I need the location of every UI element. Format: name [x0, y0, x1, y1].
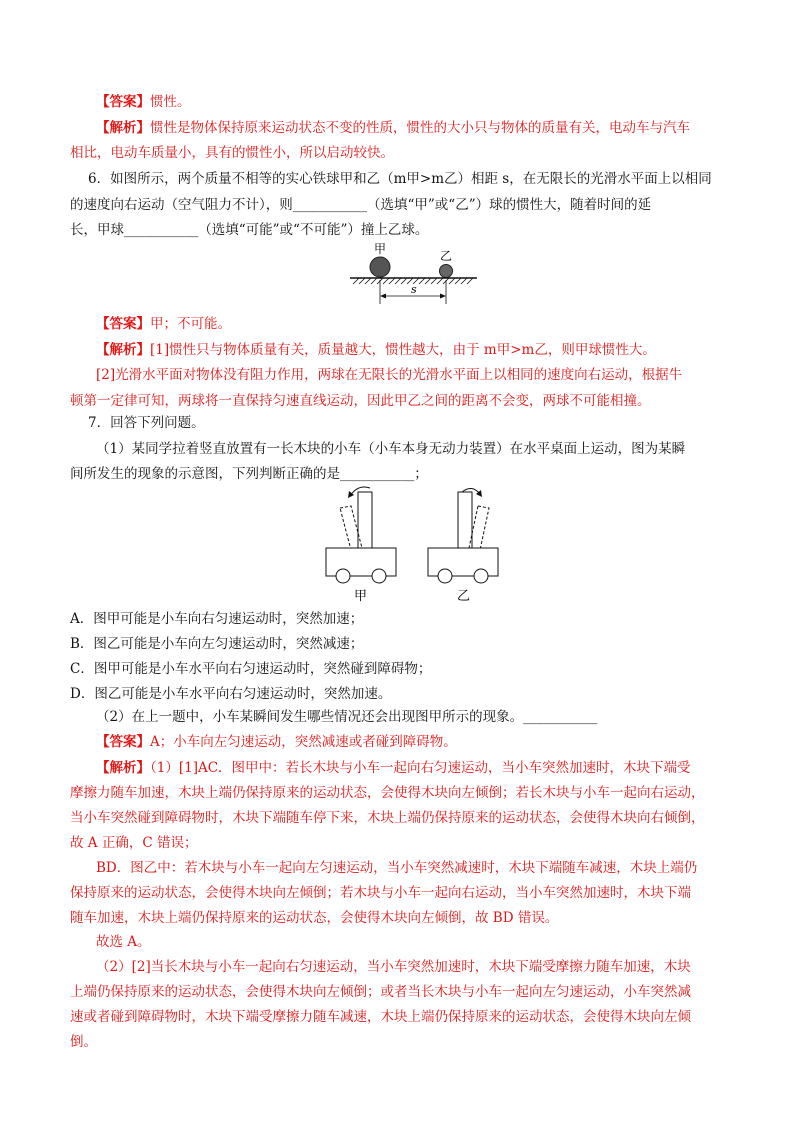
- q7-analysis-7: 随车加速，木块上端仍保持原来的运动状态，会使得木块向左倾倒，故 BD 错误。: [70, 910, 559, 926]
- q7-analysis-6: 保持原来的运动状态，会使得木块向左倾倒；若木块与小车一起向右运动，当小车突然加速时，木块下端: [70, 885, 691, 901]
- option-c: C．图甲可能是小车水平向右匀速运动时，突然碰到障碍物；: [70, 661, 432, 677]
- label-a: 甲: [374, 242, 387, 256]
- cart-b: [428, 488, 498, 604]
- answer-text: 甲；不可能。: [150, 316, 231, 332]
- q6-analysis-3: 顿第一定律可知，两球将一直保持匀速直线运动，因此甲乙之间的距离不会变，两球不可能相撞。: [70, 393, 651, 409]
- analysis-text: （1）[1]AC．图甲中：若长木块与小车一起向右匀速运动，当小车突然加速时，木块下端受: [150, 760, 691, 776]
- q5-analysis-2: 相比，电动车质量小，具有的惯性小，所以启动较快。: [70, 145, 394, 161]
- q7-analysis-5: BD．图乙中：若木块与小车一起向左匀速运动，当小车突然减速时，木块下端随车减速，木块上端仍: [96, 860, 698, 876]
- answer-text: 惯性。: [150, 94, 191, 110]
- q7-analysis-4: 故 A 正确，C 错误；: [70, 835, 198, 851]
- q7-carts-figure: [318, 474, 518, 606]
- q6-analysis-2: [2]光滑水平面对物体没有阻力作用，两球在无限长的光滑水平面上以相同的速度向右运动，根据牛: [96, 367, 683, 383]
- answer-tag: 【答案】: [96, 94, 150, 110]
- q7-sub1-2: 间所发生的现象的示意图，下列判断正确的是___________；: [70, 466, 428, 482]
- q7-sub2: （2）在上一题中，小车某瞬间发生哪些情况还会出现图甲所示的现象。___________: [96, 709, 598, 725]
- analysis-tag: 【解析】: [96, 342, 150, 358]
- q7-sub1-1: （1）某同学拉着竖直放置有一长木块的小车（小车本身无动力装置）在水平桌面上运动，图为某瞬: [96, 441, 686, 457]
- analysis-text: [1]惯性只与物体质量有关，质量越大，惯性越大，由于 m甲>m乙，则甲球惯性大。: [150, 342, 656, 358]
- q7-analysis-1: [96, 758, 756, 778]
- q7-analysis-12: 倒。: [70, 1034, 97, 1050]
- option-a: A．图甲可能是小车向右匀速运动时，突然加速；: [70, 611, 364, 627]
- ball-a: [370, 257, 390, 277]
- q7-analysis-2: 摩擦力随车加速，木块上端仍保持原来的运动状态，会使得木块向左倾倒；若长木块与小车一起向右运动，: [70, 785, 705, 801]
- q6-answer: [96, 314, 756, 334]
- q6-stem-3: 长，甲球___________（选填“可能”或“不可能”）撞上乙球。: [70, 222, 429, 238]
- analysis-text: 惯性是物体保持原来运动状态不变的性质，惯性的大小只与物体的质量有关，电动车与汽车: [150, 120, 690, 136]
- q7-analysis-3: 当小车突然碰到障碍物时，木块下端随车停下来，木块上端仍保持原来的运动状态，会使得木块向右倾倒，: [70, 810, 705, 826]
- q7-analysis-10: 上端仍保持原来的运动状态，会使得木块向左倾倒；或者当长木块与小车一起向左匀速运动，小车突然减: [70, 984, 691, 1000]
- q7-analysis-11: 速或者碰到障碍物时，木块下端受摩擦力随车减速，木块上端仍保持原来的运动状态，会使得木块向左倾: [70, 1009, 691, 1025]
- analysis-tag: 【解析】: [96, 120, 150, 136]
- q6-stem-1: 6．如图所示，两个质量不相等的实心铁球甲和乙（m甲>m乙）相距 s，在无限长的光滑水平面上以相同: [88, 171, 712, 187]
- q5-analysis-1: [96, 118, 756, 138]
- q5-answer: [96, 92, 756, 112]
- label-b: 乙: [457, 589, 471, 604]
- label-a: 甲: [354, 589, 368, 604]
- answer-text: A；小车向左匀速运动，突然减速或者碰到障碍物。: [150, 734, 457, 750]
- answer-tag: 【答案】: [96, 316, 150, 332]
- q6-stem-2: 的速度向右运动（空气阻力不计），则___________（选填“甲”或“乙”）球的惯性大，随着时间的延: [70, 197, 652, 213]
- q7-analysis-8: 故选 A。: [96, 934, 151, 950]
- answer-tag: 【答案】: [96, 734, 150, 750]
- q7-analysis-9: （2）[2]当长木块与小车一起向右匀速运动，当小车突然加速时，木块下端受摩擦力随车加速，木块: [96, 959, 691, 975]
- ball-b: [440, 265, 453, 278]
- q6-balls-figure: [345, 238, 485, 306]
- label-b: 乙: [440, 249, 453, 263]
- q7-answer: [96, 732, 756, 752]
- q6-analysis-1: [96, 340, 756, 360]
- cart-a: [326, 487, 396, 604]
- label-s: s: [411, 283, 417, 296]
- analysis-tag: 【解析】: [96, 760, 150, 776]
- q7-stem: 7．回答下列问题。: [88, 415, 205, 431]
- option-d: D．图乙可能是小车水平向右匀速运动时，突然加速。: [70, 686, 392, 702]
- option-b: B．图乙可能是小车向左匀速运动时，突然减速；: [70, 636, 364, 652]
